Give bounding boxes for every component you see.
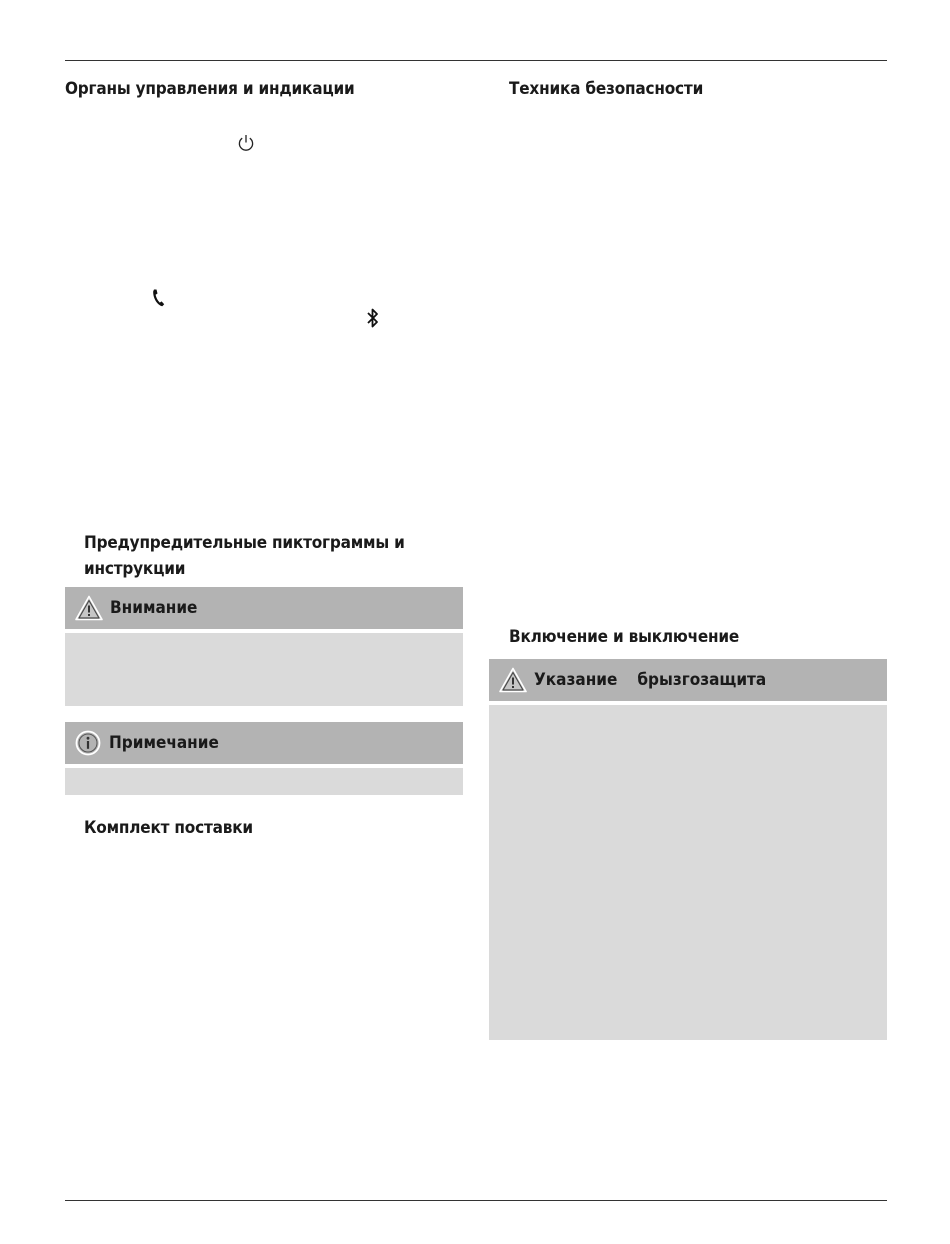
warnings-heading-line1: Предупредительные пиктограммы и [84,533,405,553]
warning-box-title: Внимание [110,598,198,618]
note-box-header [65,722,463,764]
warnings-heading [84,530,405,582]
bottom-rule [65,1200,887,1201]
power-icon [236,133,256,153]
safety-heading: Техника безопасности [509,79,704,99]
hint-box-title [534,670,766,690]
hint-box-body [489,705,887,1040]
top-rule [65,60,887,61]
bluetooth-icon [365,307,381,329]
warnings-heading-line2: инструкции [84,559,186,579]
package-heading: Комплект поставки [84,818,253,838]
info-circle-icon [74,729,102,757]
hint-box-header [489,659,887,701]
warning-triangle-icon [498,666,528,694]
phone-icon [150,288,166,308]
controls-heading: Органы управления и индикации [65,79,355,99]
note-box-title: Примечание [109,733,219,753]
hint-box-title-part1: Указание [534,670,618,690]
note-box-body [65,768,463,795]
warning-triangle-icon [74,594,104,622]
warning-box-header [65,587,463,629]
onoff-heading: Включение и выключение [509,627,740,647]
hint-box-title-part2: брызгозащита [637,670,767,690]
warning-box-body [65,633,463,706]
